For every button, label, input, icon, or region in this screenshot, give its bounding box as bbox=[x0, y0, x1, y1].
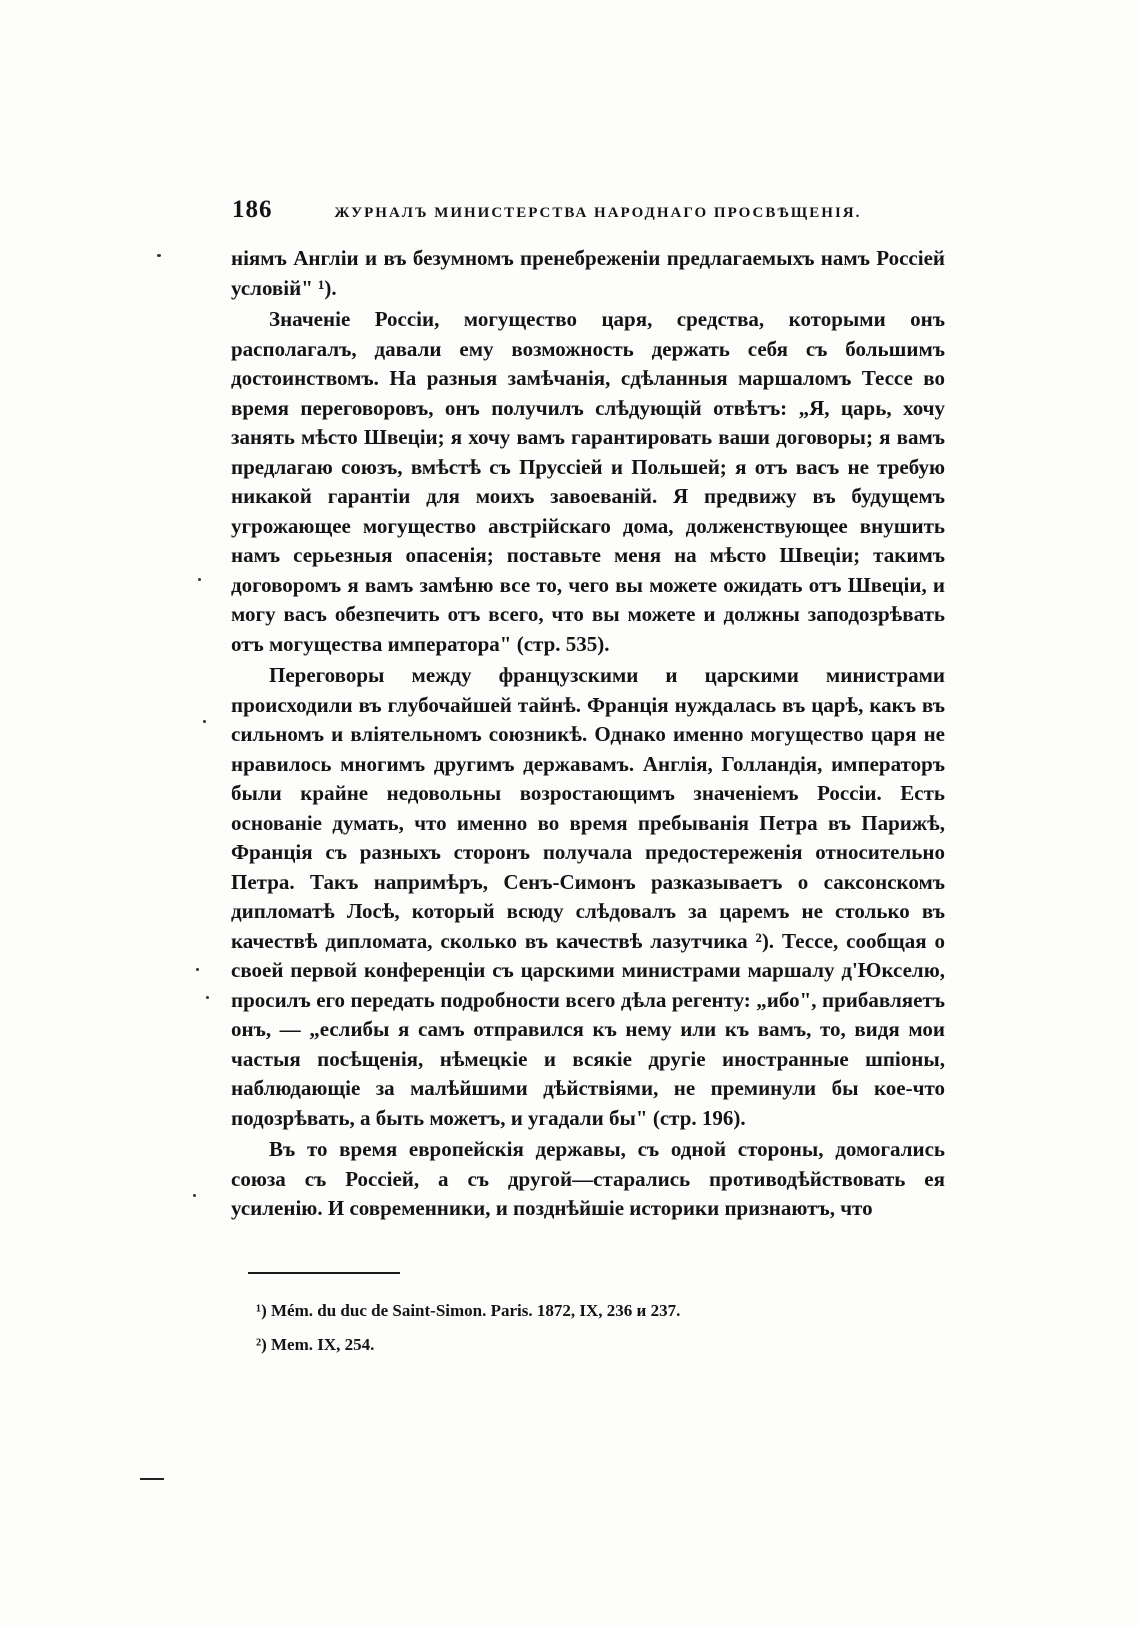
footnotes bbox=[256, 1294, 896, 1362]
page-number: 186 bbox=[232, 196, 273, 223]
scan-speck bbox=[198, 578, 201, 581]
body-text bbox=[231, 244, 945, 1224]
footnote-2: ²) Mem. IX, 254. bbox=[256, 1335, 375, 1354]
scan-speck bbox=[157, 254, 161, 257]
paragraph: Въ то время европейскія державы, съ одной стороны, домогались союза съ Россіей, а съ другой—старались противодѣйствовать ея усиленію. И современники, и позднѣйшіе историки признаютъ, что bbox=[231, 1137, 945, 1220]
scan-speck bbox=[206, 996, 209, 999]
footnote-divider bbox=[248, 1272, 400, 1274]
scan-mark bbox=[140, 1478, 164, 1480]
scan-speck bbox=[196, 968, 199, 971]
scan-speck bbox=[193, 1194, 196, 1197]
paragraph: Переговоры между французскими и царскими министрами происходили въ глубочайшей тайнѣ. Франція нуждалась въ царѣ, какъ въ сильномъ и вліятельномъ союзникѣ. Однако именно могущество царя не нравилось многимъ другимъ державамъ. Англія, Голландія, императоръ были крайне недовольны возростающимъ значеніемъ Россіи. Есть основаніе думать, что именно во время пребыванія Петра въ Парижѣ, Франція съ разныхъ сторонъ получала предостереженія относительно Петра. Такъ напримѣръ, Сенъ-Симонъ разказываетъ о саксонскомъ дипломатѣ Лосѣ, который всюду слѣдовалъ за царемъ не столько въ качествѣ дипломата, сколько въ качествѣ лазутчика ²). Тессе, сообщая о своей первой конференціи съ царскими министрами маршалу д'Юкселю, просилъ его передать подробности всего дѣла регенту: „ибо", прибавляетъ онъ, — „еслибы я самъ отправился къ нему или къ вамъ, то, видя мои частыя посѣщенія, нѣмецкіе и всякіе другіе иностранные шпіоны, наблюдающіе за малѣйшими дѣйствіями, не преминули бы кое-что подозрѣвать, а быть можетъ, и угадали бы" (стр. 196). bbox=[231, 663, 945, 1130]
scan-speck bbox=[203, 720, 206, 723]
footnote-1: ¹) Mém. du duc de Saint-Simon. Paris. 1872, IX, 236 и 237. bbox=[256, 1301, 681, 1320]
paragraph: Значеніе Россіи, могущество царя, средства, которыми онъ располагалъ, давали ему возможность держать себя съ большимъ достоинствомъ. На разныя замѣчанія, сдѣланныя маршаломъ Тессе во время переговоровъ, онъ получилъ слѣдующій отвѣтъ: „Я, царь, хочу занять мѣсто Швеціи; я хочу вамъ гарантировать ваши договоры; я вамъ предлагаю союзъ, вмѣстѣ съ Пруссіей и Польшей; я отъ васъ не требую никакой гарантіи для моихъ завоеваній. Я предвижу въ будущемъ угрожающее могущество австрійскаго дома, долженствующее внушить намъ серьезныя опасенія; поставьте меня на мѣсто Швеціи; такимъ договоромъ я вамъ замѣню все то, чего вы можете ожидать отъ Швеціи, и могу васъ обезпечить отъ всего, что вы можете и должны заподозрѣвать отъ могущества императора" (стр. 535). bbox=[231, 307, 945, 656]
running-head: ЖУРНАЛЪ МИНИСТЕРСТВА НАРОДНАГО ПРОСВѢЩЕНІЯ. bbox=[334, 205, 862, 221]
page-header bbox=[232, 196, 952, 232]
paragraph-continued: ніямъ Англіи и въ безумномъ пренебреженіи предлагаемыхъ намъ Россіей условій" ¹). bbox=[231, 246, 945, 300]
